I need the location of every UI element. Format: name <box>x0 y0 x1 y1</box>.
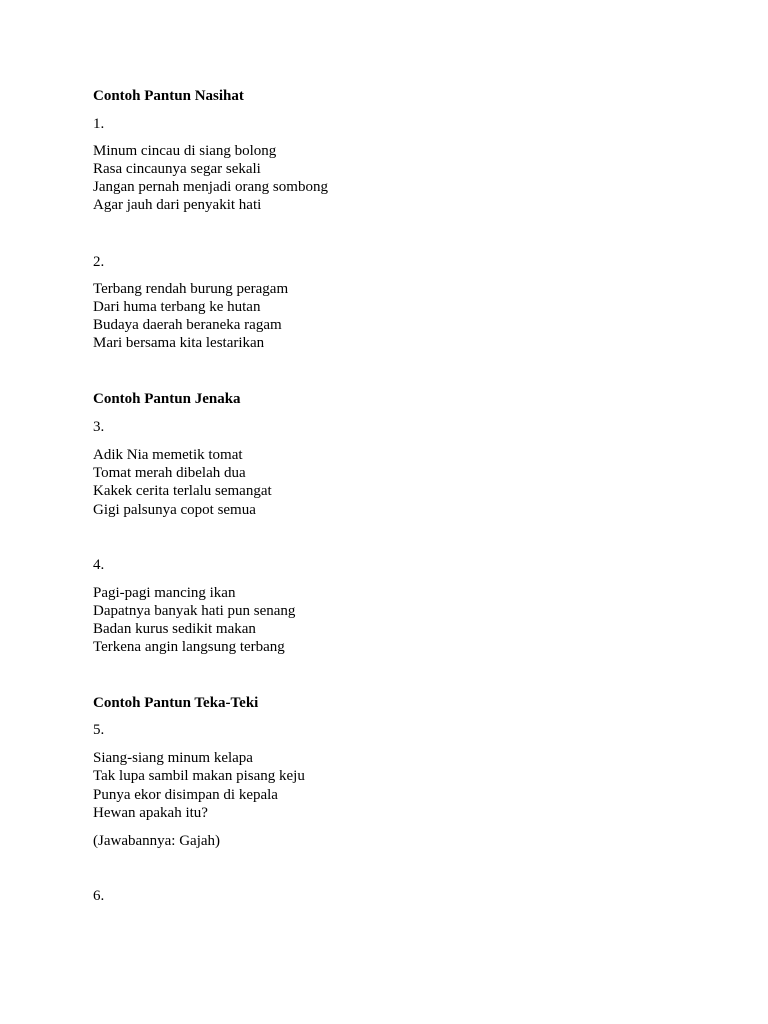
pantun-number: 1. <box>93 116 105 132</box>
pantun-line: Hewan apakah itu? <box>93 805 208 821</box>
section-heading: Contoh Pantun Nasihat <box>93 88 244 104</box>
pantun-line: Minum cincau di siang bolong <box>93 143 277 159</box>
pantun-number: 4. <box>93 557 105 573</box>
pantun-line: Dapatnya banyak hati pun senang <box>93 603 296 619</box>
pantun-line: Kakek cerita terlalu semangat <box>93 483 272 499</box>
pantun-line: Jangan pernah menjadi orang sombong <box>93 179 328 195</box>
pantun-answer: (Jawabannya: Gajah) <box>93 833 221 849</box>
pantun-number: 2. <box>93 254 105 270</box>
section-heading: Contoh Pantun Jenaka <box>93 391 241 407</box>
pantun-line: Tomat merah dibelah dua <box>93 465 246 481</box>
pantun-line: Rasa cincaunya segar sekali <box>93 161 261 177</box>
pantun-line: Gigi palsunya copot semua <box>93 502 256 518</box>
pantun-line: Badan kurus sedikit makan <box>93 621 256 637</box>
pantun-line: Punya ekor disimpan di kepala <box>93 787 278 803</box>
pantun-line: Agar jauh dari penyakit hati <box>93 197 262 213</box>
pantun-line: Budaya daerah beraneka ragam <box>93 317 282 333</box>
pantun-line: Terkena angin langsung terbang <box>93 639 285 655</box>
pantun-line: Mari bersama kita lestarikan <box>93 335 265 351</box>
section-heading: Contoh Pantun Teka-Teki <box>93 695 259 711</box>
pantun-line: Tak lupa sambil makan pisang keju <box>93 768 305 784</box>
pantun-number: 6. <box>93 888 105 904</box>
pantun-line: Dari huma terbang ke hutan <box>93 299 261 315</box>
pantun-line: Pagi-pagi mancing ikan <box>93 585 236 601</box>
pantun-line: Siang-siang minum kelapa <box>93 750 253 766</box>
pantun-line: Adik Nia memetik tomat <box>93 447 243 463</box>
pantun-number: 3. <box>93 419 105 435</box>
pantun-line: Terbang rendah burung peragam <box>93 281 289 297</box>
pantun-number: 5. <box>93 722 105 738</box>
